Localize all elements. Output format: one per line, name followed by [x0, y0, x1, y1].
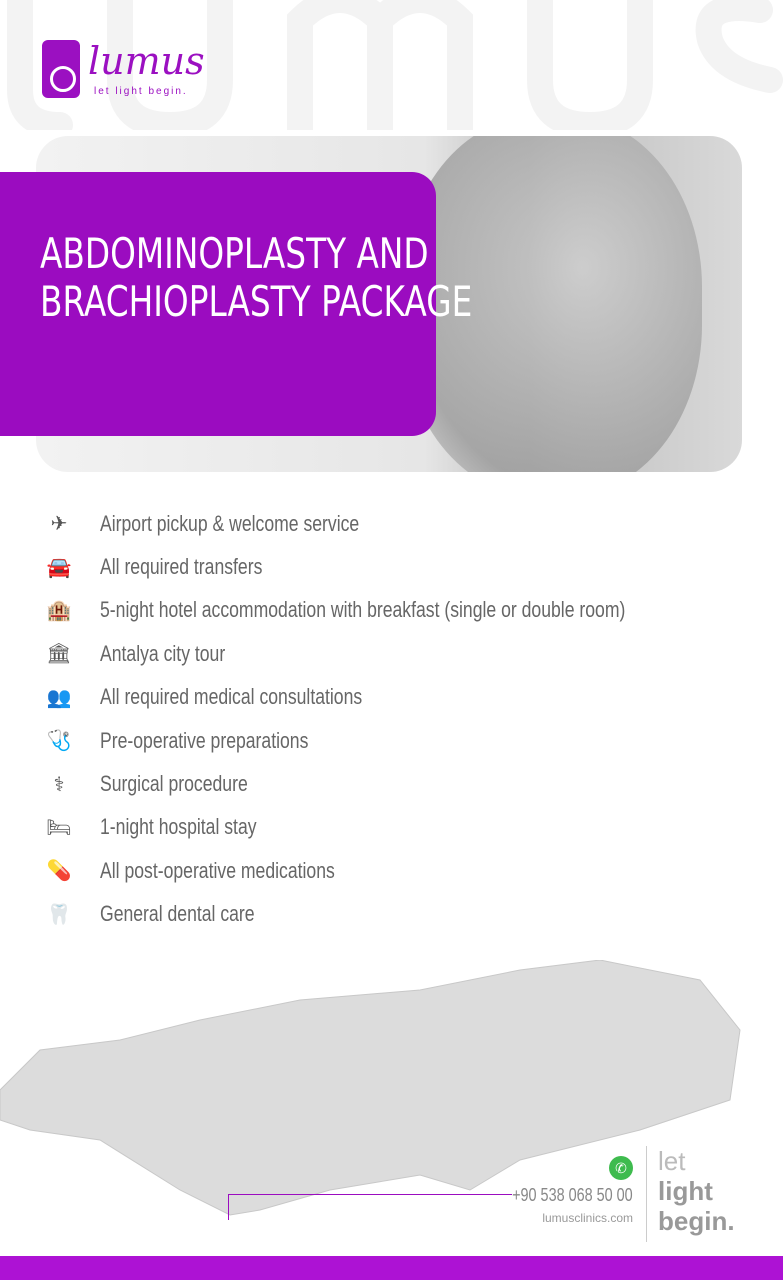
whatsapp-icon[interactable]: ✆: [609, 1156, 633, 1180]
title-box: [0, 172, 473, 436]
list-item-label: Pre-operative preparations: [100, 727, 309, 753]
list-item: [44, 632, 757, 675]
phone-number[interactable]: +90 538 068 50 00: [512, 1185, 633, 1205]
city-tour-icon: 🏛: [46, 643, 72, 666]
list-item: [44, 719, 757, 762]
hotel-icon: 🏨: [46, 599, 72, 622]
list-item-label: All required transfers: [100, 554, 263, 580]
list-item-label: 1-night hospital stay: [100, 814, 257, 840]
surgery-icon: ⚕: [53, 773, 65, 796]
logo-wordmark: lumus: [88, 39, 205, 83]
slogan: [658, 1146, 735, 1236]
footer-bar: [0, 1256, 783, 1280]
car-transfer-icon: 🚘: [46, 556, 72, 579]
divider: [646, 1146, 647, 1242]
list-item: [44, 893, 757, 936]
logo-tagline: let light begin.: [94, 86, 188, 97]
list-item: [44, 806, 757, 849]
package-items-list: [44, 502, 757, 936]
list-item-label: Surgical procedure: [100, 771, 248, 797]
tooth-icon: 🦷: [46, 903, 72, 926]
slogan-line-2: light: [658, 1176, 713, 1206]
medication-icon: 💊: [46, 860, 72, 883]
slogan-line-1: let: [658, 1146, 686, 1176]
list-item-label: All required medical consultations: [100, 684, 363, 710]
location-pin-line: [228, 1194, 512, 1220]
hospital-bed-icon: 🛏: [46, 816, 72, 839]
contact-block: [482, 1156, 633, 1226]
list-item: [44, 762, 757, 805]
consultation-icon: 👥: [46, 686, 72, 709]
website-link[interactable]: lumusclinics.com: [542, 1211, 633, 1225]
list-item-label: General dental care: [100, 901, 255, 927]
slogan-line-3: begin.: [658, 1206, 735, 1236]
list-item: [44, 676, 757, 719]
logo-mark-icon: [42, 40, 80, 98]
list-item-label: Airport pickup & welcome service: [100, 510, 360, 536]
list-item: [44, 502, 757, 545]
list-item-label: Antalya city tour: [100, 640, 226, 666]
list-item-label: 5-night hotel accommodation with breakfast (single or double room): [100, 597, 626, 623]
list-item: [44, 545, 757, 588]
list-item-label: All post-operative medications: [100, 857, 335, 883]
list-item: [44, 589, 757, 632]
logo: [42, 40, 262, 104]
list-item: [44, 849, 757, 892]
airplane-pickup-icon: ✈: [50, 513, 68, 536]
package-title: ABDOMINOPLASTY AND BRACHIOPLASTY PACKAGE: [40, 229, 473, 326]
preparation-icon: 🩺: [46, 730, 72, 753]
